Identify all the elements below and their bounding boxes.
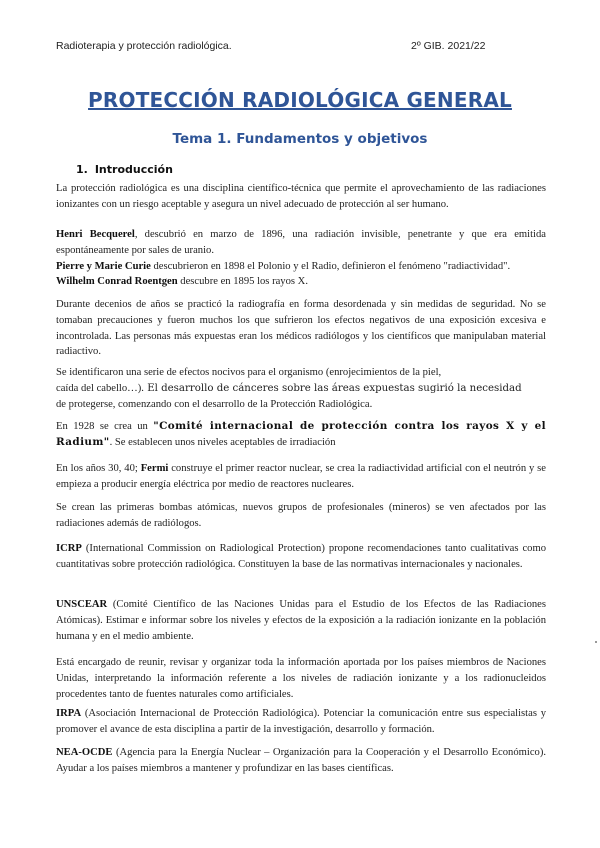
paragraph-nea-ocde xyxy=(56,745,546,777)
section-heading xyxy=(76,163,173,176)
document-title: PROTECCIÓN RADIOLÓGICA GENERAL xyxy=(88,88,512,112)
effects-line-3: de protegerse, comenzando con el desarrollo de la Protección Radiológica. xyxy=(56,398,373,410)
paragraph-definition: La protección radiológica es una disciplina científico-técnica que permite el aprovechamiento de las radiaciones ionizantes con un riesgo aceptable y asegura un nivel adecuado de protección al ser humano. xyxy=(56,183,546,210)
roentgen-text: descubre en 1895 los rayos X. xyxy=(177,276,308,288)
icrp-name: ICRP xyxy=(56,543,82,554)
committee-name-2: Radium" xyxy=(56,435,110,448)
paragraph-icrp xyxy=(56,541,546,573)
fermi-post: construye el primer reactor nuclear, se crea la radiactividad artificial con el neutrón y se empieza a producir energía eléctrica por medio de reactores nucleares. xyxy=(56,463,547,490)
unscear-text: (Comité Científico de las Naciones Unidas para el Estudio de los Efectos de las Radiaciones Atómicas). Estimar e informar sobre los niveles y efectos de la exposición a la radiación ionizante en la población humana y en el medio ambiente. xyxy=(56,599,546,642)
header-course: Radioterapia y protección radiológica. xyxy=(56,40,232,52)
committee-name-1: "Comité internacional de protección contra los rayos X y el xyxy=(153,420,546,432)
section-number: 1. xyxy=(76,163,88,176)
paragraph-unscear xyxy=(56,597,546,644)
roentgen-name: Wilhelm Conrad Roentgen xyxy=(56,276,178,288)
irpa-text: (Asociación Internacional de Protección Radiológica). Potenciar la comunicación entre sus especialistas y promover el avance de esta disciplina a partir de la investigación, desarrollo y formación. xyxy=(56,708,546,735)
curie-name: Pierre y Marie Curie xyxy=(56,260,151,272)
icrp-text: (International Commission on Radiological Protection) propone recomendaciones tanto cualitativas como cuantitativas sobre protección radiológica. Constituyen la base de las normativas internacionales y nacionales. xyxy=(56,543,546,570)
paragraph-committee xyxy=(56,419,546,451)
effects-line-2 xyxy=(56,381,546,397)
paragraph-fermi xyxy=(56,461,546,493)
nea-ocde-name: NEA-OCDE xyxy=(56,747,113,758)
paragraph-unscear-duties: Está encargado de reunir, revisar y organizar toda la información aportada por los países miembros de Naciones Unidas, interpretando la información referente a los niveles de radiación ionizante y a los radionucleidos procedentes tanto de fuentes naturales como artificiales. xyxy=(56,657,546,700)
committee-pre: En 1928 se crea un xyxy=(56,421,154,432)
topic-subtitle: Tema 1. Fundamentos y objetivos xyxy=(172,131,428,147)
section-label: Introducción xyxy=(94,163,173,176)
unscear-name: UNSCEAR xyxy=(56,599,108,610)
paragraph-history: Durante decenios de años se practicó la radiografía en forma desordenada y sin medidas de seguridad. No se tomaban precauciones y fueron muchos los que sufrieron los efectos negativos de una exposición excesiva e incontrolada. Las personas más expuestas eran los médicos radiólogos y los científicos que manipulaban material radiactivo. xyxy=(56,299,546,358)
effects-line-1: Se identificaron una serie de efectos nocivos para el organismo (enrojecimientos de la piel, xyxy=(56,367,442,378)
fermi-name: Fermi xyxy=(140,463,169,474)
margin-mark xyxy=(595,641,597,643)
roentgen-entry xyxy=(56,274,546,290)
fermi-pre: En los años 30, 40; xyxy=(56,463,141,474)
irpa-name: IRPA xyxy=(56,708,82,719)
paragraph-irpa xyxy=(56,706,546,738)
curie-text: descubrieron en 1898 el Polonio y el Radio, definieron el fenómeno "radiactividad". xyxy=(150,260,511,272)
becquerel-name: Henri Becquerel xyxy=(56,229,135,240)
paragraph-bombs: Se crean las primeras bombas atómicas, nuevos grupos de profesionales (mineros) se ven afectados por las radiaciones además de radiólogos. xyxy=(56,502,546,529)
paragraph-discoverers xyxy=(56,227,546,290)
curie-entry xyxy=(56,259,546,275)
nea-ocde-text: (Agencia para la Energía Nuclear – Organización para la Cooperación y el Desarrollo Económico). Ayudar a los países miembros a mantener y profundizar en las bases científicas. xyxy=(56,747,546,774)
paragraph-effects xyxy=(56,365,546,412)
effects-line-2a: caída del cabello…). xyxy=(56,382,144,394)
becquerel-text: , descubrió en marzo de 1896, una radiación invisible, penetrante y que era emitida espontáneamente por sales de uranio. xyxy=(56,229,546,256)
effects-line-2b: El desarrollo de cánceres sobre las áreas expuestas sugirió la necesidad xyxy=(143,382,522,394)
committee-post: . Se establecen unos niveles aceptables de irradiación xyxy=(109,436,336,448)
becquerel-entry xyxy=(56,227,546,259)
header-year: 2º GIB. 2021/22 xyxy=(411,40,486,52)
